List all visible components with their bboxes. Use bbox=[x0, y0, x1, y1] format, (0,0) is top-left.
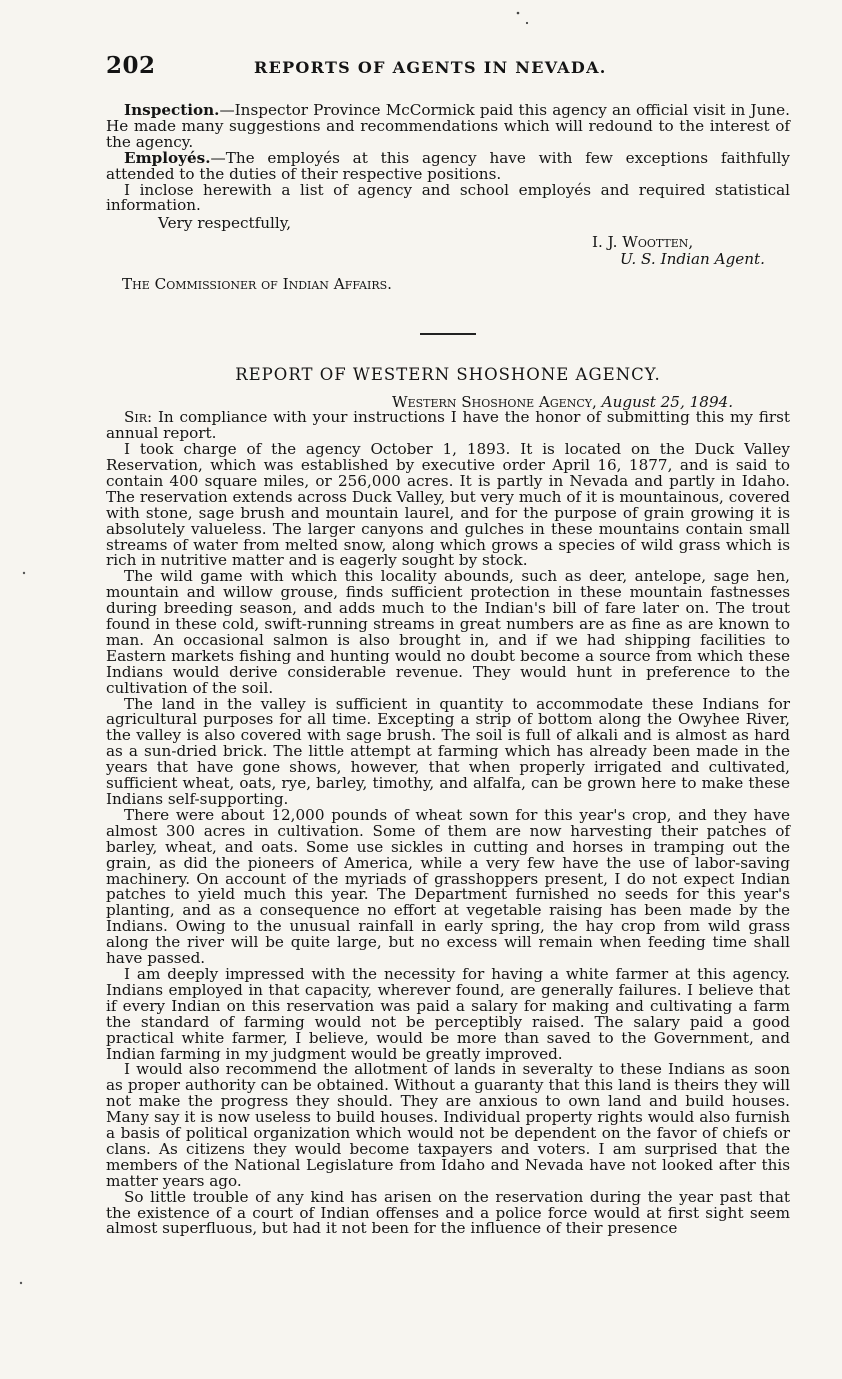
paragraph-wild-game: The wild game with which this locality abounds, such as deer, antelope, sage hen, mountain and willow grouse, finds sufficient protection in these mountain fastnesses during breeding season, and adds much to the Indian's bill of fare later on. The trout found in these cold, swift-running streams in great numbers are as fine as are known to man. An occasional salmon is also brought in, and if we had shipping facilities to Eastern markets fishing and hunting would no doubt become a source from which these Indians would derive considerable revenue. They would hunt in preference to the cultivation of the soil. bbox=[106, 567, 790, 697]
dateline-date: August 25, 1894. bbox=[601, 393, 734, 412]
paragraph-text: I inclose herewith a list of agency and school employés and required statistical information. bbox=[106, 180, 790, 215]
paragraph-court: So little trouble of any kind has arisen on the reservation during the year past that the existence of a court of Indian offenses and a police force would at first sight seem almost superfluous, but had it not been for the influence of their presence bbox=[106, 1187, 790, 1238]
paragraph-lead: Inspection. bbox=[124, 101, 220, 119]
paragraph-crops: There were about 12,000 pounds of wheat sown for this year's crop, and they have almost 300 acres in cultivation. Some of them are now harvesting their patches of barley, wheat, and oats. Some use sickles in cutting and horses in tramping out the grain, as did the pioneers of America, while a very few have the use of labor-saving machinery. On account of the myriads of grasshoppers present, I do not expect Indian patches to yield much this year. The Department furnished no seeds for this year's planting, and as a consequence no effort at vegetable raising has been made by the Indians. Owing to the unusual rainfall in early spring, the hay crop from wild grass along the river will be quite large, but no excess will remain when feeding time shall have passed. bbox=[106, 805, 790, 968]
paragraph-lead: Employés. bbox=[124, 148, 211, 167]
salutation: Sir: bbox=[124, 408, 153, 427]
signature-title: U. S. Indian Agent. bbox=[620, 250, 765, 269]
signature-name: I. J. Wootten, bbox=[592, 233, 694, 252]
closing-line: Very respectfully, bbox=[158, 214, 292, 233]
page-number: 202 bbox=[106, 52, 156, 79]
paragraph-text: —The employés at this agency have with few exceptions faithfully attended to the duties of their respective positions. bbox=[106, 148, 790, 183]
paragraph-location: I took charge of the agency October 1, 1893. It is located on the Duck Valley Reservation, which was established by executive order April 16, 1877, and is said to contain 400 square miles, or 256,000 acres. It is partly in Nevada and partly in Idaho. The reservation extends across Duck Valley, but very much of it is mountainous, covered with stone, sage brush and mountain laurel, and for the purpose of grain growing it is absolutely valueless. The larger canyons and gulches in these mountains contain small streams of water from melted snow, along which grows a species of wild grass which is rich in nutritive matter and is eagerly sought by stock. bbox=[106, 440, 790, 570]
report-title: REPORT OF WESTERN SHOSHONE AGENCY. bbox=[235, 365, 661, 385]
paragraph-text: In compliance with your instructions I have the honor of submitting this my first annual report. bbox=[106, 408, 790, 443]
addressee: The Commissioner of Indian Affairs. bbox=[122, 275, 392, 294]
dateline-agency: Western Shoshone Agency, bbox=[392, 393, 597, 412]
paragraph-white-farmer: I am deeply impressed with the necessity for having a white farmer at this agency. Indians employed in that capacity, wherever found, are generally failures. I believe that if every Indian on this reservation was paid a salary for making and cultivating a farm the standard of farming would not be perceptibly raised. The salary paid a good practical white farmer, I believe, would be more than saved to the Government, and Indian farming in my judgment would be greatly improved. bbox=[106, 964, 790, 1063]
running-head: REPORTS OF AGENTS IN NEVADA. bbox=[254, 58, 607, 77]
paragraph-allotment: I would also recommend the allotment of lands in severalty to these Indians as soon as proper authority can be obtained. Without a guaranty that this land is theirs they will not make the progress they should. They are anxious to own land and build houses. Many say it is now useless to build houses. Individual property rights would also furnish a basis of political organization which would not be dependent on the favor of chiefs or clans. As citizens they would become taxpayers and voters. I am surprised that the members of the National Legislature from Idaho and Nevada have not looked after this matter years ago. bbox=[106, 1060, 790, 1190]
paragraph-text: —Inspector Province McCormick paid this agency an official visit in June. He made many suggestions and recommendations which will redound to the interest of the agency. bbox=[106, 101, 790, 151]
paragraph-land: The land in the valley is sufficient in quantity to accommodate these Indians for agricultural purposes for all time. Excepting a strip of bottom along the Owyhee River, the valley is also covered with sage brush. The soil is full of alkali and is almost as hard as a sun-dried brick. The little attempt at farming which has already been made in the years that have gone shows, however, that when properly irrigated and cultivated, sufficient wheat, oats, rye, barley, timothy, and alfalfa, can be grown here to make these Indians self-supporting. bbox=[106, 694, 790, 808]
